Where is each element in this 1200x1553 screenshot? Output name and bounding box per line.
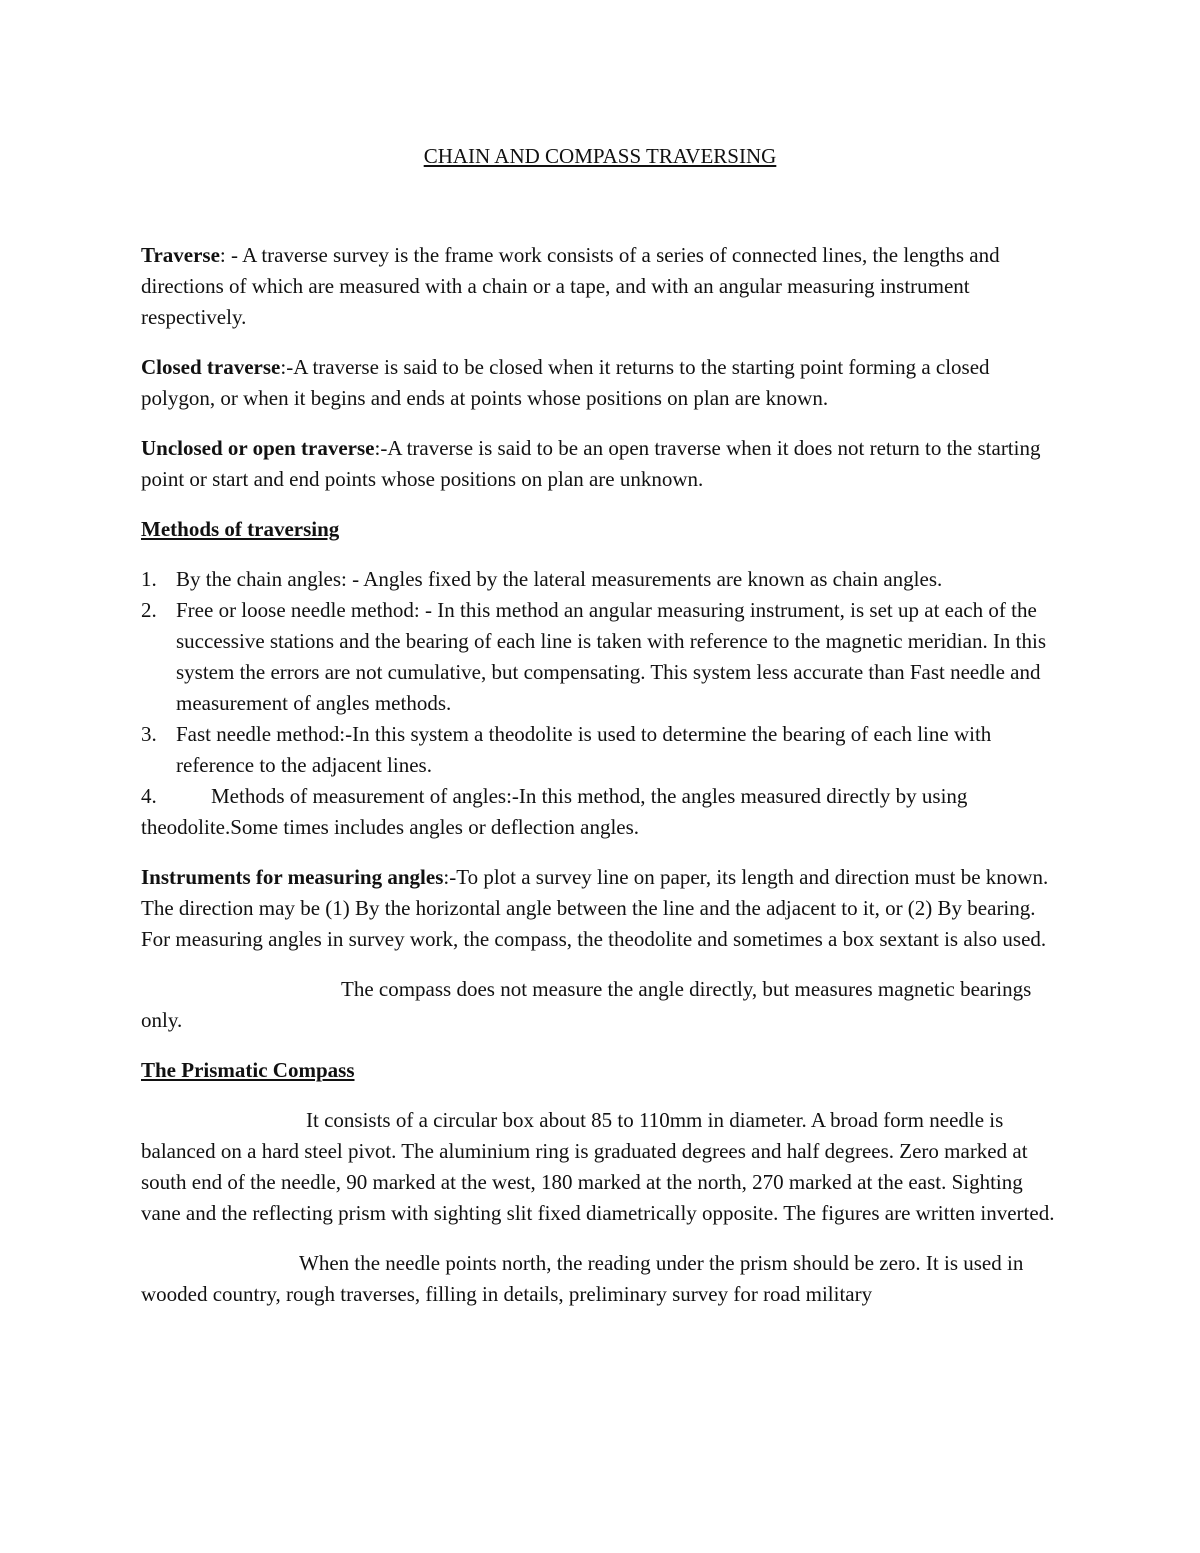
list-item-text: Free or loose needle method: - In this method an angular measuring instrument, is set up at each of the successive stations and the bearing of each line is taken with reference to the magnetic meridian. In this system the errors are not cumulative, but compensating. This system less accurate than Fast needle and measurement of angles methods.: [176, 598, 1047, 715]
instruments-definition: [141, 862, 1059, 955]
method-4-paragraph: [141, 781, 1059, 843]
methods-heading: Methods of traversing: [141, 517, 340, 541]
list-item-number: 2.: [141, 598, 157, 622]
closed-traverse-definition: [141, 352, 1059, 414]
document-title: CHAIN AND COMPASS TRAVERSING: [423, 144, 777, 168]
list-item-text: By the chain angles: - Angles fixed by the lateral measurements are known as chain angles.: [176, 567, 943, 591]
list-item-text: Fast needle method:-In this system a theodolite is used to determine the bearing of each line with reference to the adjacent lines.: [176, 722, 992, 777]
traverse-definition: [141, 240, 1059, 333]
prismatic-paragraph-1: It consists of a circular box about 85 to 110mm in diameter. A broad form needle is balanced on a hard steel pivot. The aluminium ring is graduated degrees and half degrees. Zero marked at south end of the needle, 90 marked at the west, 180 marked at the north, 270 marked at the east. Sighting vane and the reflecting prism with sighting slit fixed diametrically opposite. The figures are written inverted.: [141, 1108, 1055, 1225]
closed-traverse-term: Closed traverse: [141, 355, 281, 379]
prismatic-paragraph-2: When the needle points north, the reading under the prism should be zero. It is used in wooded country, rough traverses, filling in details, preliminary survey for road military: [141, 1251, 1024, 1306]
open-traverse-text: :-A traverse is said to be an open traverse when it does not return to the starting point or start and end points whose positions on plan are unknown.: [141, 436, 1041, 491]
methods-list: [141, 564, 1059, 781]
closed-traverse-text: :-A traverse is said to be closed when it returns to the starting point forming a closed polygon, or when it begins and ends at points whose positions on plan are known.: [141, 355, 990, 410]
compass-note: The compass does not measure the angle directly, but measures magnetic bearings only.: [141, 977, 1032, 1032]
open-traverse-term: Unclosed or open traverse: [141, 436, 375, 460]
list-item: [141, 719, 1059, 781]
method-4-text: Methods of measurement of angles:-In this method, the angles measured directly by using theodolite.Some times includes angles or deflection angles.: [141, 784, 968, 839]
list-item: [141, 564, 1059, 595]
list-item: [141, 595, 1059, 719]
instruments-term: Instruments for measuring angles: [141, 865, 444, 889]
list-item-number: 1.: [141, 567, 157, 591]
instruments-text: :-To plot a survey line on paper, its length and direction must be known. The direction may be (1) By the horizontal angle between the line and the adjacent to it, or (2) By bearing. For measuring angles in survey work, the compass, the theodolite and sometimes a box sextant is also used.: [141, 865, 1049, 951]
open-traverse-definition: [141, 433, 1059, 495]
list-item-number: 4.: [141, 784, 157, 808]
traverse-term: Traverse: [141, 243, 220, 267]
prismatic-compass-heading: The Prismatic Compass: [141, 1058, 355, 1082]
traverse-text: : - A traverse survey is the frame work consists of a series of connected lines, the lengths and directions of which are measured with a chain or a tape, and with an angular measuring instrument respectively.: [141, 243, 1000, 329]
list-item-number: 3.: [141, 722, 157, 746]
document-page: [141, 141, 1059, 1329]
